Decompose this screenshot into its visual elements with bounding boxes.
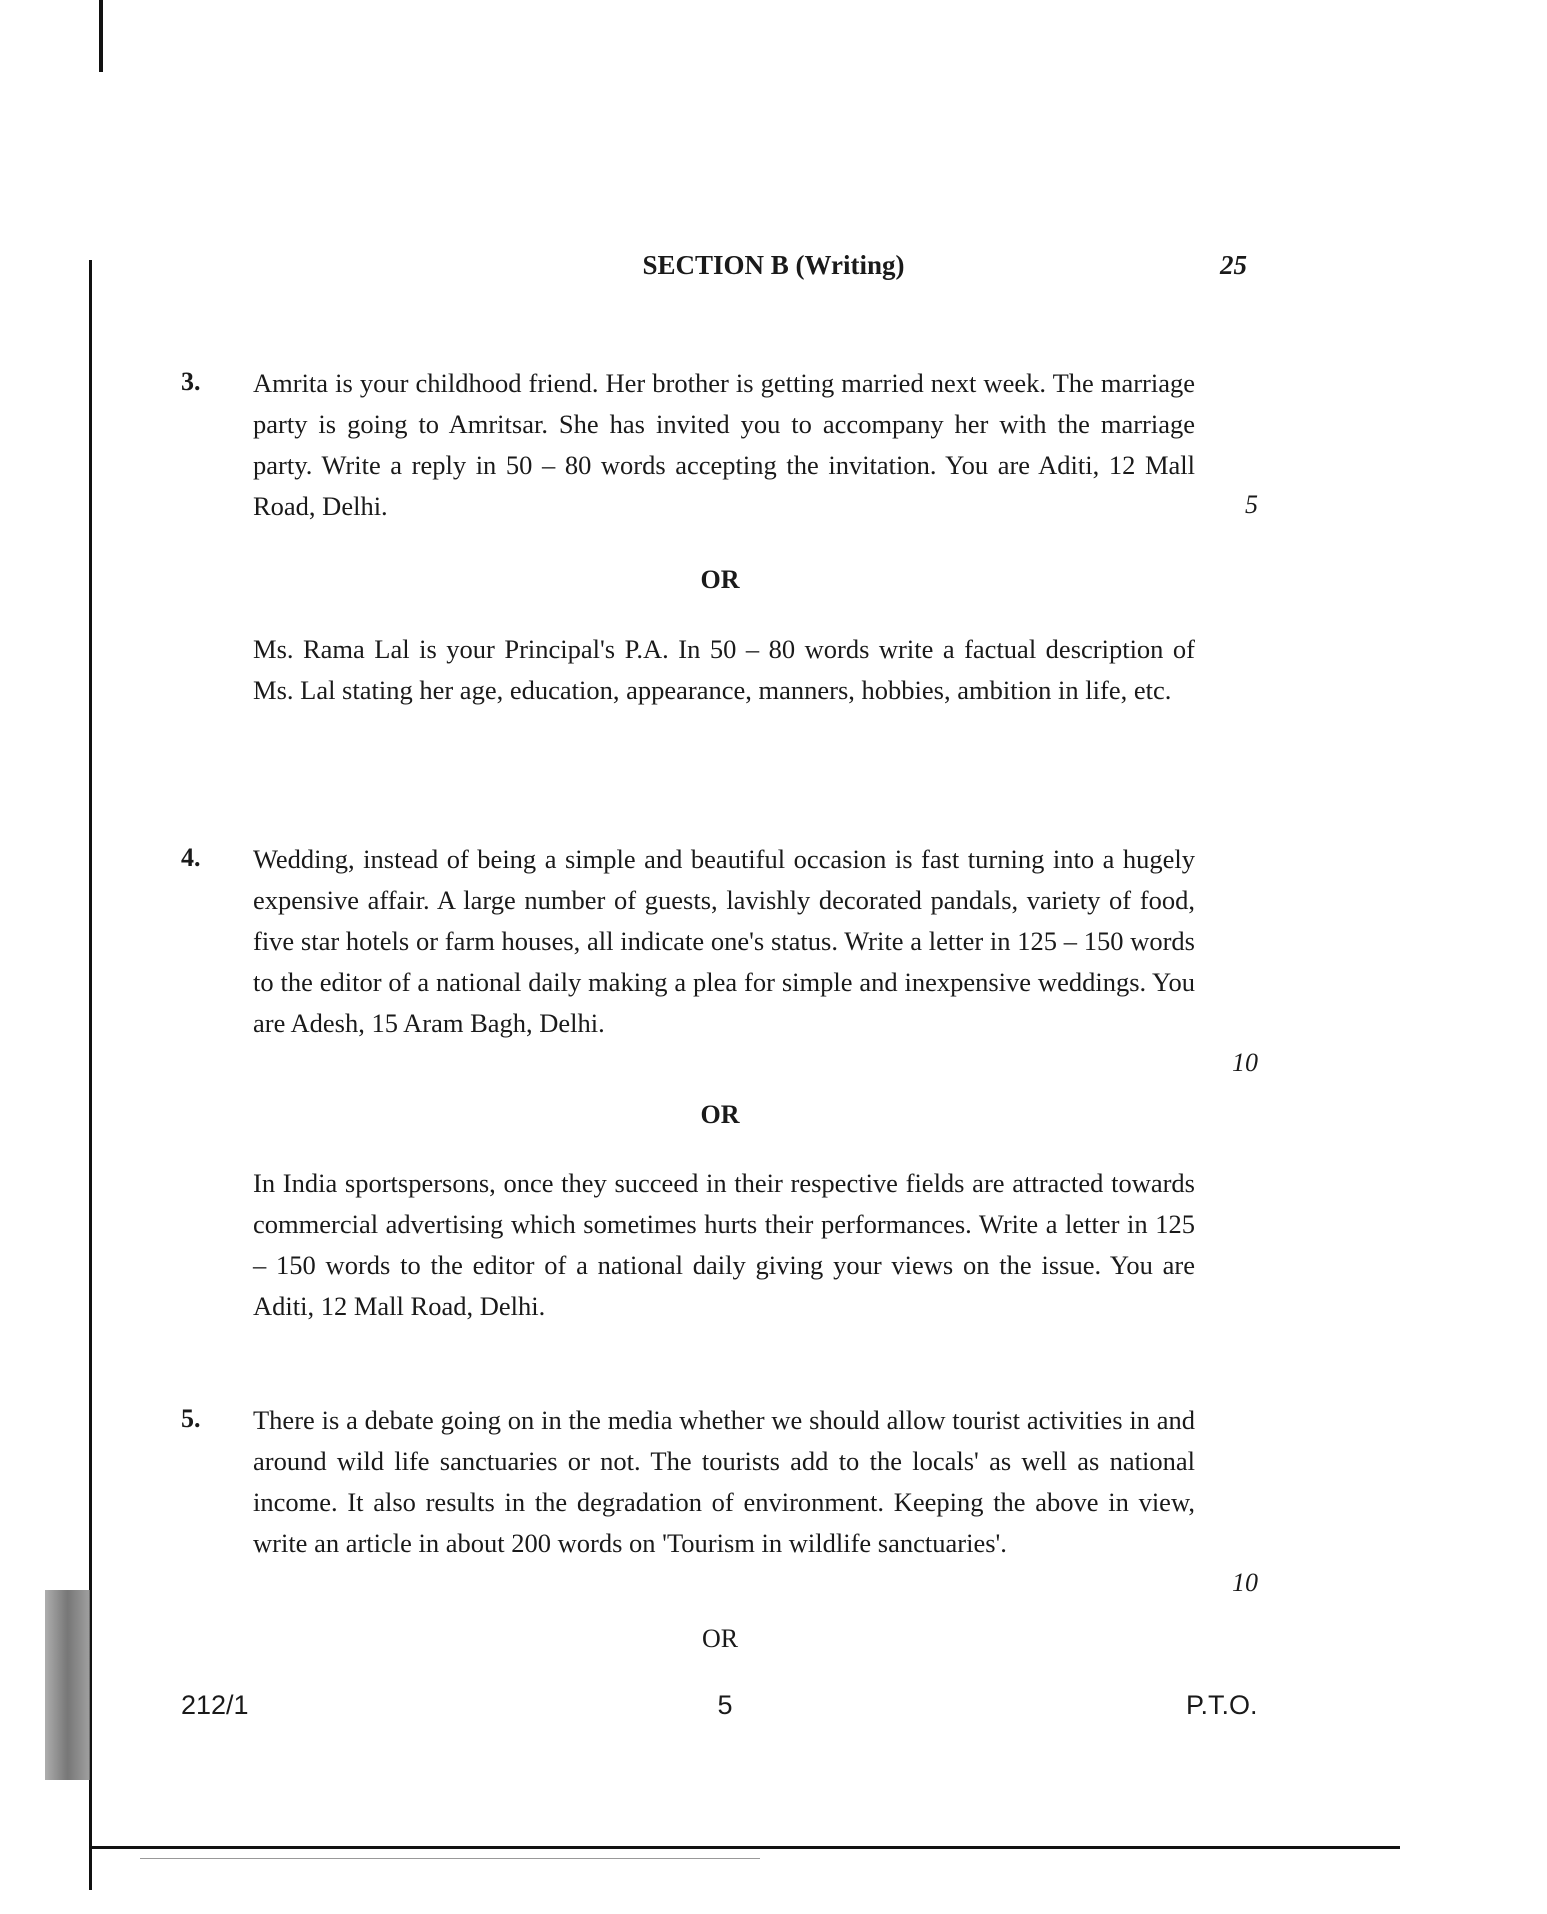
question-text: Wedding, instead of being a simple and beautiful occasion is fast turning into a hugely expensive affair. A large number of guests, lavishly decorated pandals, variety of food, five star hotels or farm houses, all indicate one's status. Write a letter in 125 – 150 words to the editor of a national daily making a plea for simple and inexpensive weddings. You are Adesh, 15 Aram Bagh, Delhi. <box>253 844 1195 1038</box>
scan-bottom-edge-faint <box>140 1858 760 1859</box>
or-divider: OR <box>700 1100 740 1129</box>
paper-code: 212/1 <box>181 1690 249 1720</box>
scan-binding-shadow <box>45 1590 90 1780</box>
question-text: There is a debate going on in the media whether we should allow tourist activities in and around wild life sanctuaries or not. The tourists add to the locals' as well as national income. It also results in the degradation of environment. Keeping the above in view, write an article in about 200 words on 'Tourism in wildlife sanctuaries'. <box>253 1405 1195 1558</box>
section-title: SECTION B (Writing) <box>642 250 905 280</box>
question-marks: 10 <box>1232 1048 1258 1077</box>
page-number: 5 <box>717 1690 733 1720</box>
scan-top-mark <box>99 0 103 72</box>
scan-bottom-edge <box>90 1846 1400 1849</box>
section-total-marks: 25 <box>1220 250 1247 280</box>
question-number: 3. <box>181 367 201 396</box>
please-turn-over: P.T.O. <box>1186 1690 1258 1720</box>
alternative-question-text: In India sportspersons, once they succeed in their respective fields are attracted towards commercial advertising which sometimes hurts their performances. Write a letter in 125 – 150 words to the editor of a national daily giving your views on the issue. You are Aditi, 12 Mall Road, Delhi. <box>253 1168 1195 1321</box>
question-text: Amrita is your childhood friend. Her brother is getting married next week. The marriage party is going to Amritsar. She has invited you to accompany her with the marriage party. Write a reply in 50 – 80 words accepting the invitation. You are Aditi, 12 Mall Road, Delhi. <box>253 368 1195 521</box>
alternative-question-text: Ms. Rama Lal is your Principal's P.A. In 50 – 80 words write a factual description of Ms. Lal stating her age, education, appearance, manners, hobbies, ambition in life, etc. <box>253 634 1195 705</box>
or-divider: OR <box>700 565 740 594</box>
question-marks: 5 <box>1245 490 1258 519</box>
question-number: 5. <box>181 1404 201 1433</box>
question-marks: 10 <box>1232 1568 1258 1597</box>
question-number: 4. <box>181 843 201 872</box>
or-divider: OR <box>701 1624 739 1653</box>
